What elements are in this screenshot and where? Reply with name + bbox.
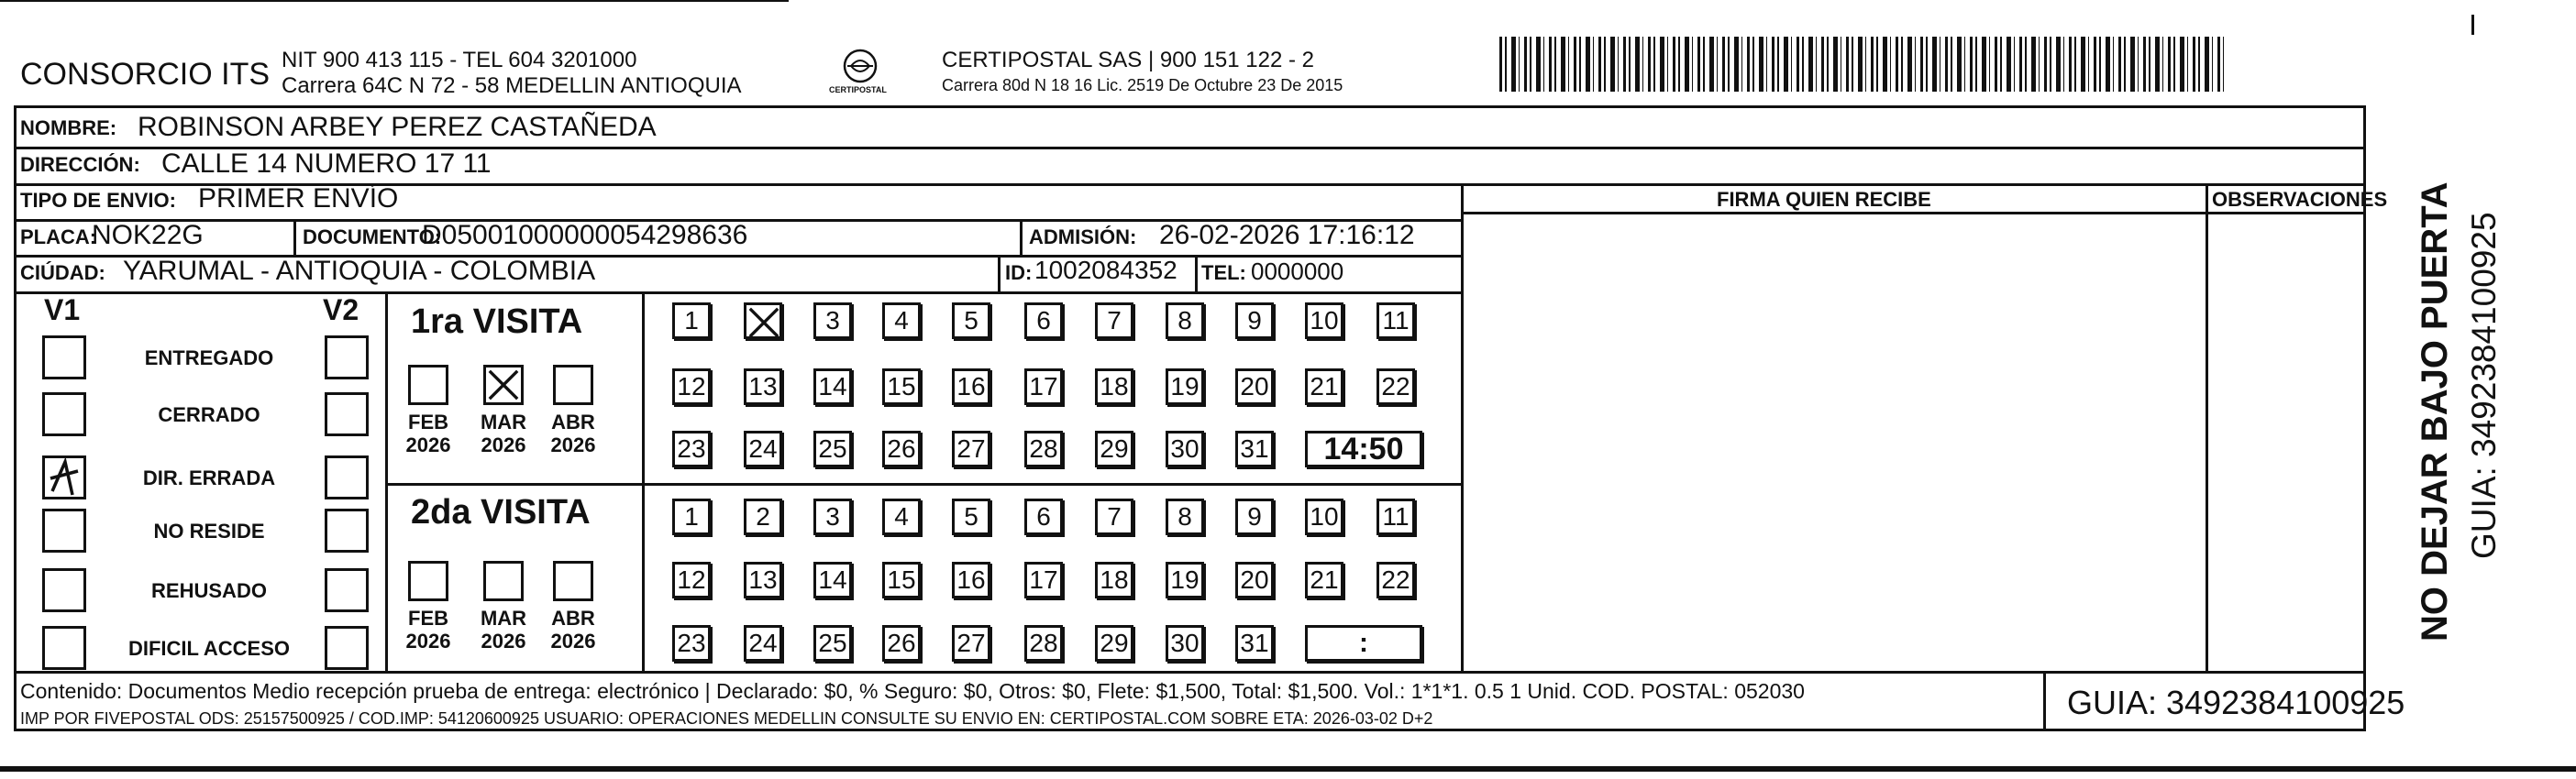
second-visit-month-box[interactable] [483,561,524,601]
side-no-dejar: NO DEJAR BAJO PUERTA [2415,181,2455,642]
carrier-name: CERTIPOSTAL SAS | 900 151 122 - 2 [942,48,1314,72]
tel-label: TEL: [1201,261,1246,284]
second-visit-day[interactable]: 30 [1166,625,1204,662]
barcode [1499,37,2224,92]
second-visit-day[interactable]: 18 [1095,562,1133,598]
first-visit-day[interactable]: 27 [952,431,990,467]
second-visit-day[interactable]: 12 [672,562,711,598]
first-visit-month-box[interactable] [408,365,448,405]
v2-checkbox[interactable] [325,455,369,499]
placa-value: NOK22G [92,220,204,250]
tipo-label: TIPO DE ENVIO: [20,189,176,212]
nombre-label: NOMBRE: [20,116,117,139]
month-name: ABR [551,411,595,433]
first-visit-day[interactable]: 5 [952,302,990,339]
month-year: 2026 [481,630,526,653]
month-label [541,411,605,457]
side-guia: GUIA: 3492384100925 [2465,212,2503,559]
id-div [998,255,1001,291]
second-visit-day[interactable]: 15 [882,562,921,598]
month-label [541,607,605,653]
tel-div [1195,255,1198,291]
guia-div [2043,671,2046,731]
admision-div [1020,219,1023,255]
col-firma-left [1461,183,1464,671]
v1-checkbox[interactable] [42,626,86,670]
first-visit-day[interactable]: 3 [813,302,852,339]
v1-checkbox[interactable] [42,335,86,379]
first-visit-day[interactable]: 18 [1095,368,1133,405]
visit-divider [385,483,1461,486]
row-line [14,671,2366,674]
status-label: ENTREGADO [144,346,274,369]
first-visit-day[interactable]: 17 [1024,368,1063,405]
first-visit-day[interactable]: 26 [882,431,921,467]
company-address: Carrera 64C N 72 - 58 MEDELLIN ANTIOQUIA [282,73,742,98]
second-visit-day[interactable]: 20 [1235,562,1274,598]
ciudad-value: YARUMAL - ANTIOQUIA - COLOMBIA [123,256,596,286]
month-name: ABR [551,607,595,630]
second-visit-title: 2da VISITA [411,493,591,532]
first-visit-day[interactable]: 6 [1024,302,1063,339]
first-visit-day[interactable]: 1 [672,302,711,339]
documento-label: DOCUMENTO: [303,225,442,248]
first-visit-title: 1ra VISITA [411,302,583,341]
first-visit-day[interactable]: 4 [882,302,921,339]
status-label: CERRADO [158,403,260,426]
v1-checkbox[interactable] [42,509,86,553]
second-visit-day[interactable]: 26 [882,625,921,662]
month-label [471,411,536,457]
second-visit-day[interactable]: 13 [744,562,782,598]
first-visit-month-box[interactable] [483,365,524,405]
placa-div [293,219,296,255]
first-visit-day[interactable]: 12 [672,368,711,405]
admision-label: ADMISIÓN: [1029,225,1137,248]
status-label: NO RESIDE [153,520,265,543]
status-label: DIFICIL ACCESO [127,637,290,660]
second-visit-day[interactable]: 29 [1095,625,1133,662]
second-visit-day[interactable]: 3 [813,499,852,535]
placa-label: PLACA: [20,225,97,248]
first-visit-day[interactable] [744,302,782,339]
v2-checkbox[interactable] [325,568,369,612]
first-visit-day[interactable]: 29 [1095,431,1133,467]
col-obs-left [2206,183,2208,671]
first-visit-day[interactable]: 21 [1305,368,1343,405]
v1-label: V1 [44,293,81,326]
first-visit-day[interactable]: 13 [744,368,782,405]
month-label [471,607,536,653]
documento-value: D05001000000054298636 [422,220,748,250]
second-visit-day[interactable]: 31 [1235,625,1274,662]
second-visit-day[interactable]: 17 [1024,562,1063,598]
second-visit-day[interactable]: 9 [1235,499,1274,535]
tick-mark [2471,15,2474,35]
second-visit-time[interactable]: : [1305,625,1422,662]
company-name: CONSORCIO ITS [20,57,271,92]
ciudad-label: CIÚDAD: [20,261,105,284]
v2-checkbox[interactable] [325,626,369,670]
row-line [14,291,1461,294]
tipo-value: PRIMER ENVÍO [198,183,399,214]
second-visit-day[interactable]: 19 [1166,562,1204,598]
first-visit-day[interactable]: 20 [1235,368,1274,405]
v2-label: V2 [323,293,359,326]
footer-guia: GUIA: 3492384100925 [2067,684,2405,721]
second-visit-day[interactable]: 5 [952,499,990,535]
id-label: ID: [1005,261,1033,284]
logo-text: CERTIPOSTAL [829,85,887,94]
first-visit-day[interactable]: 10 [1305,302,1343,339]
first-visit-day[interactable]: 8 [1166,302,1204,339]
v2-checkbox[interactable] [325,335,369,379]
v1-checkbox[interactable] [42,392,86,436]
first-visit-day[interactable]: 9 [1235,302,1274,339]
second-visit-day[interactable]: 1 [672,499,711,535]
first-visit-day[interactable]: 19 [1166,368,1204,405]
month-year: 2026 [550,630,596,653]
second-visit-day[interactable]: 27 [952,625,990,662]
nombre-value: ROBINSON ARBEY PEREZ CASTAÑEDA [138,112,657,142]
header-col-line [1461,212,2366,214]
first-visit-day[interactable]: 23 [672,431,711,467]
second-visit-day[interactable]: 28 [1024,625,1063,662]
first-visit-time[interactable]: 14:50 [1305,431,1422,467]
first-visit-day[interactable]: 11 [1376,302,1415,339]
second-visit-day[interactable]: 4 [882,499,921,535]
first-visit-day[interactable]: 16 [952,368,990,405]
footer-imp: IMP POR FIVEPOSTAL ODS: 25157500925 / COD.IMP: 54120600925 USUARIO: OPERACIONES MEDELLIN CONSULTE SU ENVIO EN: CERTIPOSTAL.COM SOBRE ETA: 2026-03-02 D+2 [20,709,1433,728]
second-visit-day[interactable]: 14 [813,562,852,598]
month-label [396,607,460,653]
first-visit-day[interactable]: 28 [1024,431,1063,467]
second-visit-day[interactable]: 16 [952,562,990,598]
v1-checkbox[interactable] [42,568,86,612]
admision-value: 26-02-2026 17:16:12 [1159,220,1415,250]
carrier-address: Carrera 80d N 18 16 Lic. 2519 De Octubre 23 De 2015 [942,76,1343,94]
month-name: MAR [480,411,527,433]
second-visit-day[interactable]: 21 [1305,562,1343,598]
month-name: MAR [480,607,527,630]
v1-checkbox[interactable] [42,455,86,499]
status-div [385,291,388,671]
status-label: DIR. ERRADA [142,466,276,489]
first-visit-day[interactable]: 24 [744,431,782,467]
second-visit-day[interactable]: 2 [744,499,782,535]
second-visit-month-box[interactable] [408,561,448,601]
observaciones-header: OBSERVACIONES [2212,188,2388,211]
second-visit-day[interactable]: 25 [813,625,852,662]
second-visit-day[interactable]: 22 [1376,562,1415,598]
tel-value: 0000000 [1251,258,1344,285]
first-visit-day[interactable]: 25 [813,431,852,467]
months-div [642,291,645,671]
first-visit-month-box[interactable] [553,365,593,405]
status-label: REHUSADO [151,579,267,602]
first-visit-day[interactable]: 7 [1095,302,1133,339]
month-label [396,411,460,457]
first-visit-day[interactable]: 30 [1166,431,1204,467]
firma-header: FIRMA QUIEN RECIBE [1717,188,1931,211]
second-visit-day[interactable]: 24 [744,625,782,662]
direccion-value: CALLE 14 NUMERO 17 11 [161,148,492,179]
month-year: 2026 [481,433,526,457]
v2-checkbox[interactable] [325,392,369,436]
month-year: 2026 [550,433,596,457]
footer-contenido: Contenido: Documentos Medio recepción prueba de entrega: electrónico | Declarado: $0, % Seguro: $0, Otros: $0, Flete: $1,500, Total: $1,500. Vol.: 1*1*1. 0.5 1 Unid. COD. POSTAL: 052030 [20,679,1805,703]
month-year: 2026 [405,630,451,653]
first-visit-day[interactable]: 14 [813,368,852,405]
second-visit-day[interactable]: 7 [1095,499,1133,535]
second-visit-day[interactable]: 10 [1305,499,1343,535]
col-obs-right [2363,183,2366,671]
id-value: 1002084352 [1034,256,1177,284]
second-visit-day[interactable]: 8 [1166,499,1204,535]
v2-checkbox[interactable] [325,509,369,553]
first-visit-day[interactable]: 15 [882,368,921,405]
direccion-label: DIRECCIÓN: [20,153,140,176]
first-visit-day[interactable]: 22 [1376,368,1415,405]
month-year: 2026 [405,433,451,457]
certipostal-logo [824,44,897,99]
company-nit-tel: NIT 900 413 115 - TEL 604 3201000 [282,48,637,72]
month-name: FEB [408,607,448,630]
second-visit-day[interactable]: 11 [1376,499,1415,535]
second-visit-day[interactable]: 23 [672,625,711,662]
top-rule [0,0,789,2]
second-visit-month-box[interactable] [553,561,593,601]
month-name: FEB [408,411,448,433]
second-visit-day[interactable]: 6 [1024,499,1063,535]
first-visit-day[interactable]: 31 [1235,431,1274,467]
bottom-rule [0,766,2576,772]
